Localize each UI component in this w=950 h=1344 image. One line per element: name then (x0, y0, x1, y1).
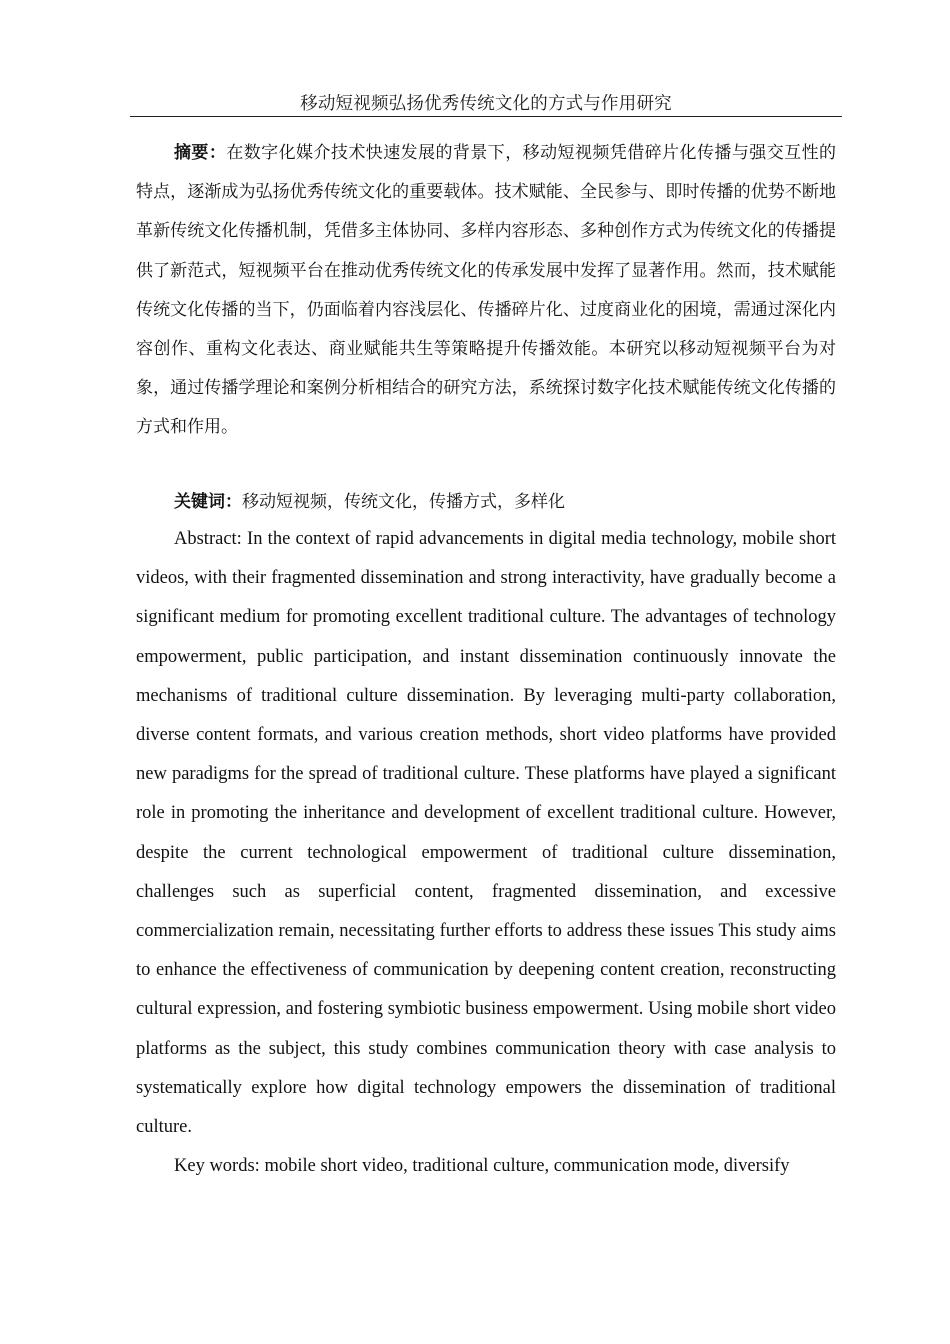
chinese-abstract-label: 摘要： (174, 143, 227, 163)
english-abstract-label: Abstract: (174, 529, 248, 549)
chinese-keywords-label: 关键词： (174, 492, 242, 512)
running-header-title: 移动短视频弘扬优秀传统文化的方式与作用研究 (300, 94, 672, 114)
english-keywords (136, 1147, 836, 1186)
english-abstract (136, 520, 836, 1147)
chinese-keywords (136, 483, 836, 522)
chinese-keywords-text: 移动短视频，传统文化，传播方式，多样化 (242, 492, 565, 512)
header-divider (130, 116, 842, 117)
chinese-abstract (136, 134, 836, 448)
english-keywords-label: Key words: (174, 1156, 265, 1176)
english-keywords-text: mobile short video, traditional culture, communication mode, diversify (264, 1156, 790, 1176)
english-abstract-text: In the context of rapid advancements in digital media technology, mobile short videos, with their fragmented dissemination and strong interactivity, have gradually become a significant medium for promoting excellent traditional culture. The advantages of technology empowerment, public participation, and instant dissemination continuously innovate the mechanisms of traditional culture dissemination. By leveraging multi-party collaboration, diverse content formats, and various creation methods, short video platforms have provided new paradigms for the spread of traditional culture. These platforms have played a significant role in promoting the inheritance and development of excellent traditional culture. However, despite the current technological empowerment of traditional culture dissemination, challenges such as superficial content, fragmented dissemination, and excessive commercialization remain, necessitating further efforts to address these issues This study aims to enhance the effectiveness of communication by deepening content creation, reconstructing cultural expression, and fostering symbiotic business empowerment. Using mobile short video platforms as the subject, this study combines communication theory with case analysis to systematically explore how digital technology empowers the dissemination of traditional culture. (136, 529, 837, 1138)
chinese-abstract-text: 在数字化媒介技术快速发展的背景下，移动短视频凭借碎片化传播与强交互性的特点，逐渐成为弘扬优秀传统文化的重要载体。技术赋能、全民参与、即时传播的优势不断地革新传统文化传播机制，凭借多主体协同、多样内容形态、多种创作方式为传统文化的传播提供了新范式，短视频平台在推动优秀传统文化的传承发展中发挥了显著作用。然而，技术赋能传统文化传播的当下，仍面临着内容浅层化、传播碎片化、过度商业化的困境，需通过深化内容创作、重构文化表达、商业赋能共生等策略提升传播效能。本研究以移动短视频平台为对象，通过传播学理论和案例分析相结合的研究方法，系统探讨数字化技术赋能传统文化传播的方式和作用。 (136, 143, 837, 438)
